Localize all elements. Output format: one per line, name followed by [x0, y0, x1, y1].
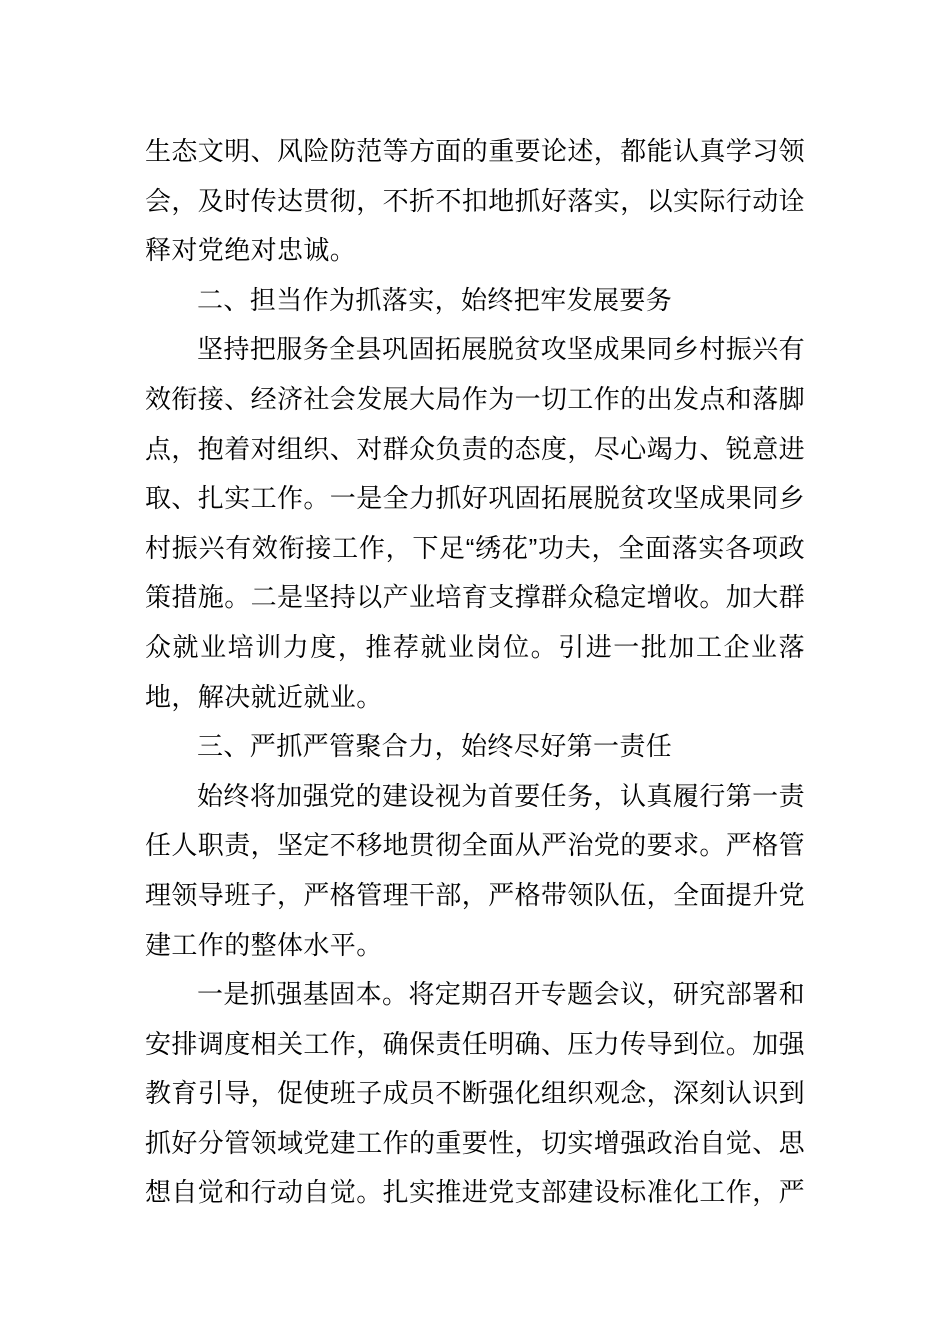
paragraph-section-2-body: 坚持把服务全县巩固拓展脱贫攻坚成果同乡村振兴有效衔接、经济社会发展大局作为一切工作的出发点和落脚点，抱着对组织、对群众负责的态度，尽心竭力、锐意进取、扎实工作。一是全力抓好巩固拓展脱贫攻坚成果同乡村振兴有效衔接工作，下足“绣花”功夫，全面落实各项政策措施。二是坚持以产业培育支撑群众稳定增收。加大群众就业培训力度，推荐就业岗位。引进一批加工企业落地，解决就近就业。 — [145, 334, 806, 712]
text-content — [145, 127, 805, 1218]
paragraph-section-3-point-1: 一是抓强基固本。将定期召开专题会议，研究部署和安排调度相关工作，确保责任明确、压力传导到位。加强教育引导，促使班子成员不断强化组织观念，深刻认识到抓好分管领域党建工作的重要性，切实增强政治自觉、思想自觉和行动自觉。扎实推进党支部建设标准化工作，严 — [145, 979, 806, 1208]
paragraph-section-3-body: 始终将加强党的建设视为首要任务，认真履行第一责任人职责，坚定不移地贯彻全面从严治党的要求。严格管理领导班子，严格管理干部，严格带领队伍，全面提升党建工作的整体水平。 — [145, 780, 806, 960]
paragraph-continuation: 生态文明、风险防范等方面的重要论述，都能认真学习领会，及时传达贯彻，不折不扣地抓好落实，以实际行动诠释对党绝对忠诚。 — [145, 136, 806, 266]
section-heading-3: 三、严抓严管聚合力，始终尽好第一责任 — [197, 731, 673, 762]
section-heading-2: 二、担当作为抓落实，始终把牢发展要务 — [197, 284, 673, 315]
